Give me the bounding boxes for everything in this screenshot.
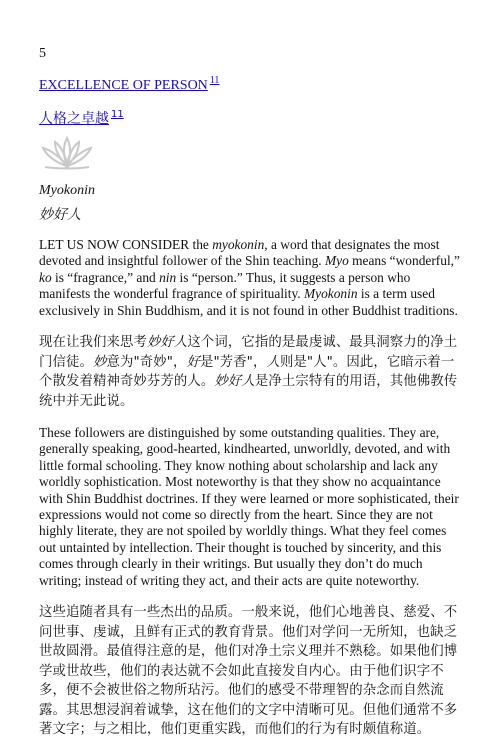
term-english: Myokonin bbox=[39, 183, 95, 198]
paragraph-1-english: LET US NOW CONSIDER the myokonin, a word that designates the most devoted and insightful follower of the Shin teaching. Myo means “wonderful,” ko is “fragrance,” and nin is “person.” Thus, it suggests a person who manifests the wonderful fragrance of spirituality. Myokonin is a term used exclusively in Shin Buddhism, and it is not found in other Buddhist traditions. bbox=[39, 237, 460, 318]
paragraph-2-chinese: 这些追随者具有一些杰出的品质。一般来说，他们心地善良、慈爱、不问世事、虔诚，且鲜有正式的教育背景。他们对学问一无所知，也缺乏世故圆滑。最值得注意的是，他们对净土宗义理并不熟稔。如果他们博学或世故些，他们的表达就不会如此直接发自内心。由于他们识字不多，便不会被世俗之物所玷污。他们的感受不带理智的杂念而自然流露。其思想浸润着诚挚，这在他们的文字中清晰可见。但他们通常不多著文字；与之相比，他们更重实践，而他们的行为有时颇值称道。 bbox=[39, 605, 458, 738]
footnote-ref-en[interactable]: 11 bbox=[209, 74, 220, 86]
paragraph-2-english: These followers are distinguished by some outstanding qualities. They are, generally speaking, good-hearted, kindhearted, unworldly, devoted, and with little formal schooling. They know nothing about scholarship and lack any worldly sophistication. Most noteworthy is that they show no acquaintance with Shin Buddhist doctrines. If they were learned or more sophisticated, their expressions would not come so directly from the heart. Since they are not highly literate, they are not spoiled by worldly things. What they feel comes out untainted by intellection. Their thought is touched by sincerity, and this comes through clearly in their writings. But usually they don’t do much writing; instead of writing they act, and their acts are quite noteworthy. bbox=[39, 425, 459, 588]
document-page bbox=[39, 46, 463, 754]
footnote-ref-zh[interactable]: 11 bbox=[111, 108, 124, 120]
heading-english bbox=[39, 76, 463, 95]
paragraph-1-chinese: 现在让我们来思考妙好人这个词，它指的是最虔诚、最具洞察力的净土门信徒。妙意为"奇妙"，好是"芳香"，人则是"人"。因此，它暗示着一个散发着精神奇妙芬芳的人。妙好人是净土宗特有的用语，其他佛教传统中并无此说。 bbox=[39, 335, 458, 409]
heading-chinese bbox=[39, 109, 463, 128]
heading-chinese-link[interactable]: 人格之卓越 bbox=[39, 111, 109, 127]
lotus-flower-icon bbox=[39, 136, 95, 170]
heading-english-link[interactable]: EXCELLENCE OF PERSON bbox=[39, 78, 208, 93]
page-number: 5 bbox=[39, 46, 46, 61]
term-chinese: 妙好人 bbox=[39, 207, 81, 223]
